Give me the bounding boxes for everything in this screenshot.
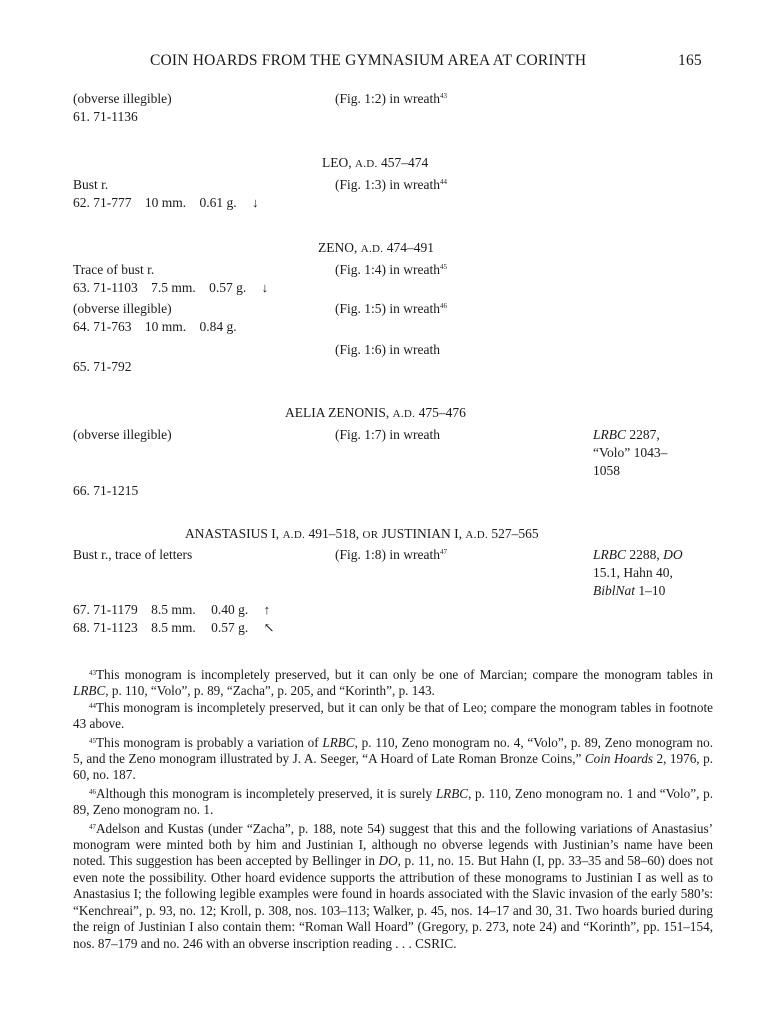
coin-entry [73, 194, 259, 211]
reverse-desc: (Fig. 1:3) in wreath$^{44}$ [335, 177, 447, 192]
footnote-ref: 46 [439, 302, 447, 310]
obverse-desc: (obverse illegible) [73, 427, 172, 442]
obverse-desc: (obverse illegible) [73, 301, 172, 316]
reverse-desc: (Fig. 1:6) in wreath [335, 342, 440, 357]
coin-number: 68. 71-1123 [73, 620, 138, 635]
coin-diameter: 8.5 mm. [151, 620, 196, 635]
footnote-45: $^{45}$This monogram is probably a variation of LRBC, p. 110, Zeno monogram no. 4, “Volo”, p. 89, Zeno monogram no. 5, and the Zeno monogram illustrated by J. A. Seeger, “A Hoard of Late Roman Bronze Coins,” Coin Hoards 2, 1976, p. 60, no. 187. [73, 734, 713, 783]
coin-entry [73, 482, 138, 499]
coin-diameter: 10 mm. [144, 195, 187, 210]
coin-entry [73, 619, 275, 636]
footnote-44: $^{44}$This monogram is incompletely preserved, but it can only be that of Leo; compare the monogram tables in footnote 43 above. [73, 699, 713, 732]
coin-weight: 0.40 g. [211, 602, 249, 617]
coin-number: 65. 71-792 [73, 359, 132, 374]
reference: “Volo” 1043– [593, 445, 668, 460]
reverse-desc: (Fig. 1:7) in wreath [335, 427, 440, 442]
reference: 15.1, Hahn 40, [593, 565, 673, 580]
ruler-heading: ANASTASIUS I, A.D. 491–518, OR JUSTINIAN I, A.D. 527–565 [185, 526, 539, 541]
obverse-desc: Bust r. [73, 177, 109, 192]
obverse-desc: (obverse illegible) [73, 91, 172, 106]
running-header-title: COIN HOARDS FROM THE GYMNASIUM AREA AT CORINTH [150, 52, 587, 69]
obverse-desc: Trace of bust r. [73, 262, 155, 277]
coin-entry [73, 318, 237, 335]
coin-weight: 0.57 g. [209, 280, 247, 295]
coin-number: 63. 71-1103 [73, 280, 138, 295]
footnote-43: $^{43}$This monogram is incompletely preserved, but it can only be one of Marcian; compare the monogram tables in LRBC, p. 110, “Volo”, p. 89, “Zacha”, p. 205, and “Korinth”, p. 143. [73, 667, 713, 699]
coin-entry [73, 601, 270, 618]
coin-diameter: 7.5 mm. [151, 280, 196, 295]
coin-diameter: 10 mm. [144, 319, 187, 334]
die-axis-arrow-icon: ↓ [252, 195, 259, 210]
reference: BiblNat 1–10 [593, 583, 666, 598]
reverse-desc: (Fig. 1:5) in wreath$^{46}$ [335, 301, 447, 316]
coin-entry [73, 279, 268, 296]
footnote-46: $^{46}$Although this monogram is incompletely preserved, it is surely LRBC, p. 110, Zeno monogram no. 1 and “Volo”, p. 89, Zeno monogram no. 1. [73, 785, 713, 818]
ruler-heading: LEO, A.D. 457–474 [322, 155, 429, 170]
footnote-47: $^{47}$Adelson and Kustas (under “Zacha”, p. 188, note 54) suggest that this and the following variations of Anastasius’ monogram were minted both by him and Justinian I, although no obverse legends with Justinian’s name have been noted. This suggestion has been accepted by Bellinger in DO, p. 11, no. 15. But Hahn (I, pp. 33–35 and 58–60) does not even note the possibility. Other hoard evidence supports the attribution of these monograms to Justinian I as well as to Anastasius I; the following legible examples were found in hoards associated with the Slavic invasion of the early 580’s: “Kenchreai”, p. 93, no. 12; Kroll, p. 308, nos. 103–113; Walker, p. 45, nos. 14–17 and 30, 31. Two hoards buried during the reign of Justinian I also contain them: “Roman Wall Hoard” (Gregory, p. 273, note 24) and “Korinth”, pp. 151–154, nos. 87–179 and no. 246 with an obverse inscription reading . . . CSRIC. [73, 820, 713, 951]
coin-diameter: 8.5 mm. [151, 602, 196, 617]
die-axis-arrow-icon: ↖ [263, 620, 275, 635]
footnotes [73, 667, 713, 952]
coin-weight: 0.61 g. [199, 195, 237, 210]
coin-entry [73, 358, 132, 375]
ruler-heading: AELIA ZENONIS, A.D. 475–476 [285, 405, 466, 420]
coin-number: 62. 71-777 [73, 195, 132, 210]
footnote-ref: 43 [439, 92, 447, 100]
reference: 1058 [593, 463, 620, 478]
footnote-ref: 45 [439, 263, 447, 271]
coin-weight: 0.57 g. [211, 620, 249, 635]
reference: LRBC 2288, DO [593, 547, 683, 562]
ruler-heading: ZENO, A.D. 474–491 [318, 240, 434, 255]
coin-number: 64. 71-763 [73, 319, 132, 334]
obverse-desc: Bust r., trace of letters [73, 547, 193, 562]
footnote-ref: 44 [439, 178, 447, 186]
reference: LRBC 2287, [593, 427, 660, 442]
coin-number: 67. 71-1179 [73, 602, 138, 617]
page-number: 165 [678, 52, 702, 69]
die-axis-arrow-icon: ↑ [263, 602, 271, 617]
coin-number: 66. 71-1215 [73, 483, 139, 498]
coin-weight: 0.84 g. [199, 319, 237, 334]
reverse-desc: (Fig. 1:4) in wreath$^{45}$ [335, 262, 447, 277]
coin-number: 61. 71-1136 [73, 109, 138, 124]
footnote-ref: 47 [439, 548, 447, 556]
coin-entry [73, 108, 138, 125]
reverse-desc: (Fig. 1:8) in wreath$^{47}$ [335, 547, 447, 562]
die-axis-arrow-icon: ↓ [261, 280, 269, 295]
reverse-desc: (Fig. 1:2) in wreath$^{43}$ [335, 91, 447, 106]
